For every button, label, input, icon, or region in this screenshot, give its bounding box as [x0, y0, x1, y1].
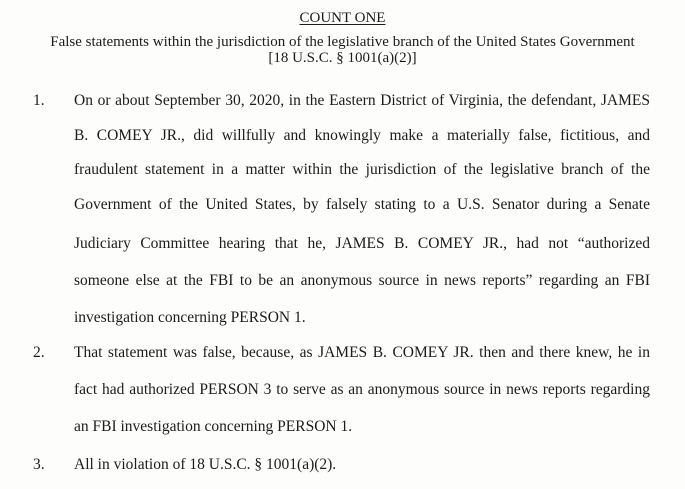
paragraph-line: fraudulent statement in a matter within the jurisdiction of the legislative branch of the	[74, 161, 650, 178]
paragraph-line: investigation concerning PERSON 1.	[74, 309, 306, 326]
paragraph-line: All in violation of 18 U.S.C. § 1001(a)(2).	[74, 456, 337, 473]
paragraph-number: 1.	[33, 92, 45, 109]
count-subtitle-line-1: False statements within the jurisdiction of the legislative branch of the United States Government	[50, 34, 635, 50]
paragraph-line: On or about September 30, 2020, in the Eastern District of Virginia, the defendant, JAMES	[74, 92, 650, 109]
paragraph-line: someone else at the FBI to be an anonymous source in news reports” regarding an FBI	[74, 272, 650, 289]
paragraph-number: 2.	[33, 344, 45, 361]
paragraph-line: B. COMEY JR., did willfully and knowingly make a materially false, fictitious, and	[74, 127, 650, 144]
paragraph-line: Government of the United States, by falsely stating to a U.S. Senator during a Senate	[74, 196, 650, 213]
paragraph-number: 3.	[33, 456, 45, 473]
paragraph-line: fact had authorized PERSON 3 to serve as an anonymous source in news reports regarding	[74, 381, 650, 398]
paragraph-line: Judiciary Committee hearing that he, JAMES B. COMEY JR., had not “authorized	[74, 235, 650, 252]
paragraph-line: That statement was false, because, as JAMES B. COMEY JR. then and there knew, he in	[74, 344, 650, 361]
paragraph-line: an FBI investigation concerning PERSON 1.	[74, 418, 353, 435]
count-title: COUNT ONE	[299, 10, 386, 26]
statute-citation: [18 U.S.C. § 1001(a)(2)]	[268, 50, 417, 66]
